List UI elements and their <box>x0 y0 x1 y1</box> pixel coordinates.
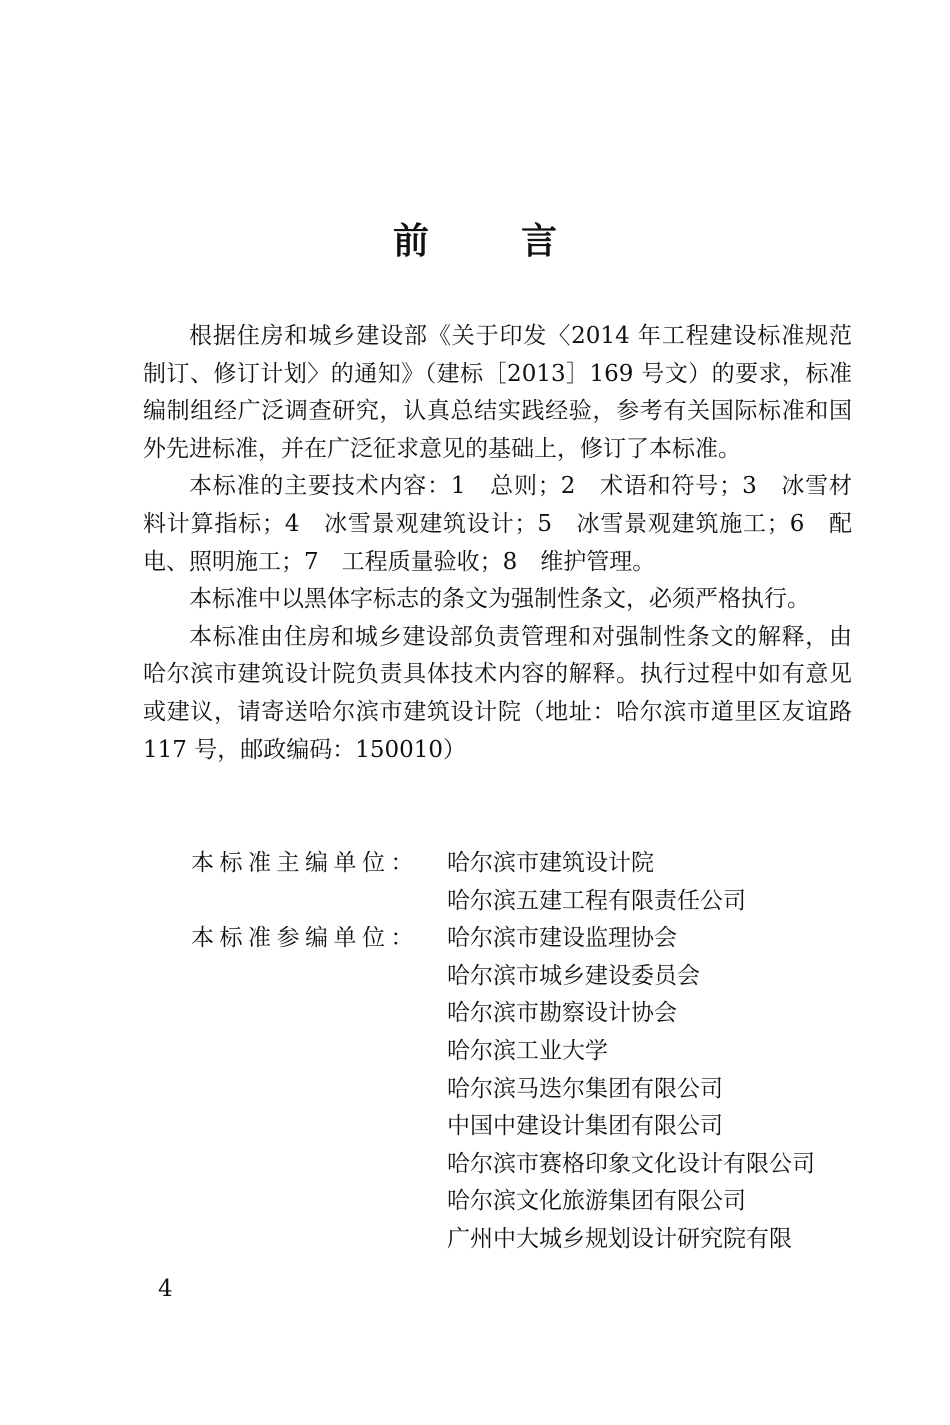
chief-editor-unit: 哈尔滨五建工程有限责任公司 <box>447 887 746 914</box>
preface-body <box>143 318 852 769</box>
title-char-2: 言 <box>521 221 558 262</box>
paragraph-management-contact: 本标准由住房和城乡建设部负责管理和对强制性条文的解释，由哈尔滨市建筑设计院负责具体技术内容的解释。执行过程中如有意见或建议，请寄送哈尔滨市建筑设计院（地址：哈尔滨市道里区友谊路 117 号，邮政编码：150010） <box>143 623 852 763</box>
participating-editor-list <box>447 920 861 1258</box>
paragraph-main-contents: 本标准的主要技术内容：1 总则；2 术语和符号；3 冰雪材料计算指标；4 冰雪景观建筑设计；5 冰雪景观建筑施工；6 配电、照明施工；7 工程质量验收；8 维护管理。 <box>143 473 852 575</box>
participating-editor-unit: 广州中大城乡规划设计研究院有限 <box>447 1225 792 1252</box>
page-title <box>0 212 950 272</box>
participating-editor-unit: 哈尔滨马迭尔集团有限公司 <box>447 1075 723 1102</box>
editing-units <box>191 845 861 1259</box>
participating-editor-unit: 中国中建设计集团有限公司 <box>447 1113 723 1140</box>
participating-editor-unit: 哈尔滨文化旅游集团有限公司 <box>447 1188 746 1215</box>
participating-editor-unit: 哈尔滨市建设监理协会 <box>447 925 677 952</box>
paragraph-background: 根据住房和城乡建设部《关于印发〈2014 年工程建设标准规范制订、修订计划〉的通知》（建标［2013］169 号文）的要求，标准编制组经广泛调查研究，认真总结实践经验，参考有关国际标准和国外先进标准，并在广泛征求意见的基础上，修订了本标准。 <box>143 323 852 462</box>
chief-editor-units <box>191 845 861 920</box>
participating-editor-unit: 哈尔滨市勘察设计协会 <box>447 1000 677 1027</box>
participating-editor-units <box>191 920 861 1258</box>
participating-editor-label: 本标准参编单位： <box>191 925 419 952</box>
chief-editor-list <box>447 845 861 920</box>
chief-editor-label: 本标准主编单位： <box>191 850 419 876</box>
page-number: 4 <box>158 1276 173 1302</box>
participating-editor-unit: 哈尔滨市城乡建设委员会 <box>447 962 700 989</box>
chief-editor-unit: 哈尔滨市建筑设计院 <box>447 850 654 876</box>
paragraph-mandatory-provisions: 本标准中以黑体字标志的条文为强制性条文，必须严格执行。 <box>189 586 810 613</box>
participating-editor-unit: 哈尔滨工业大学 <box>447 1037 608 1064</box>
title-char-1: 前 <box>392 221 429 262</box>
participating-editor-unit: 哈尔滨市赛格印象文化设计有限公司 <box>447 1150 815 1177</box>
